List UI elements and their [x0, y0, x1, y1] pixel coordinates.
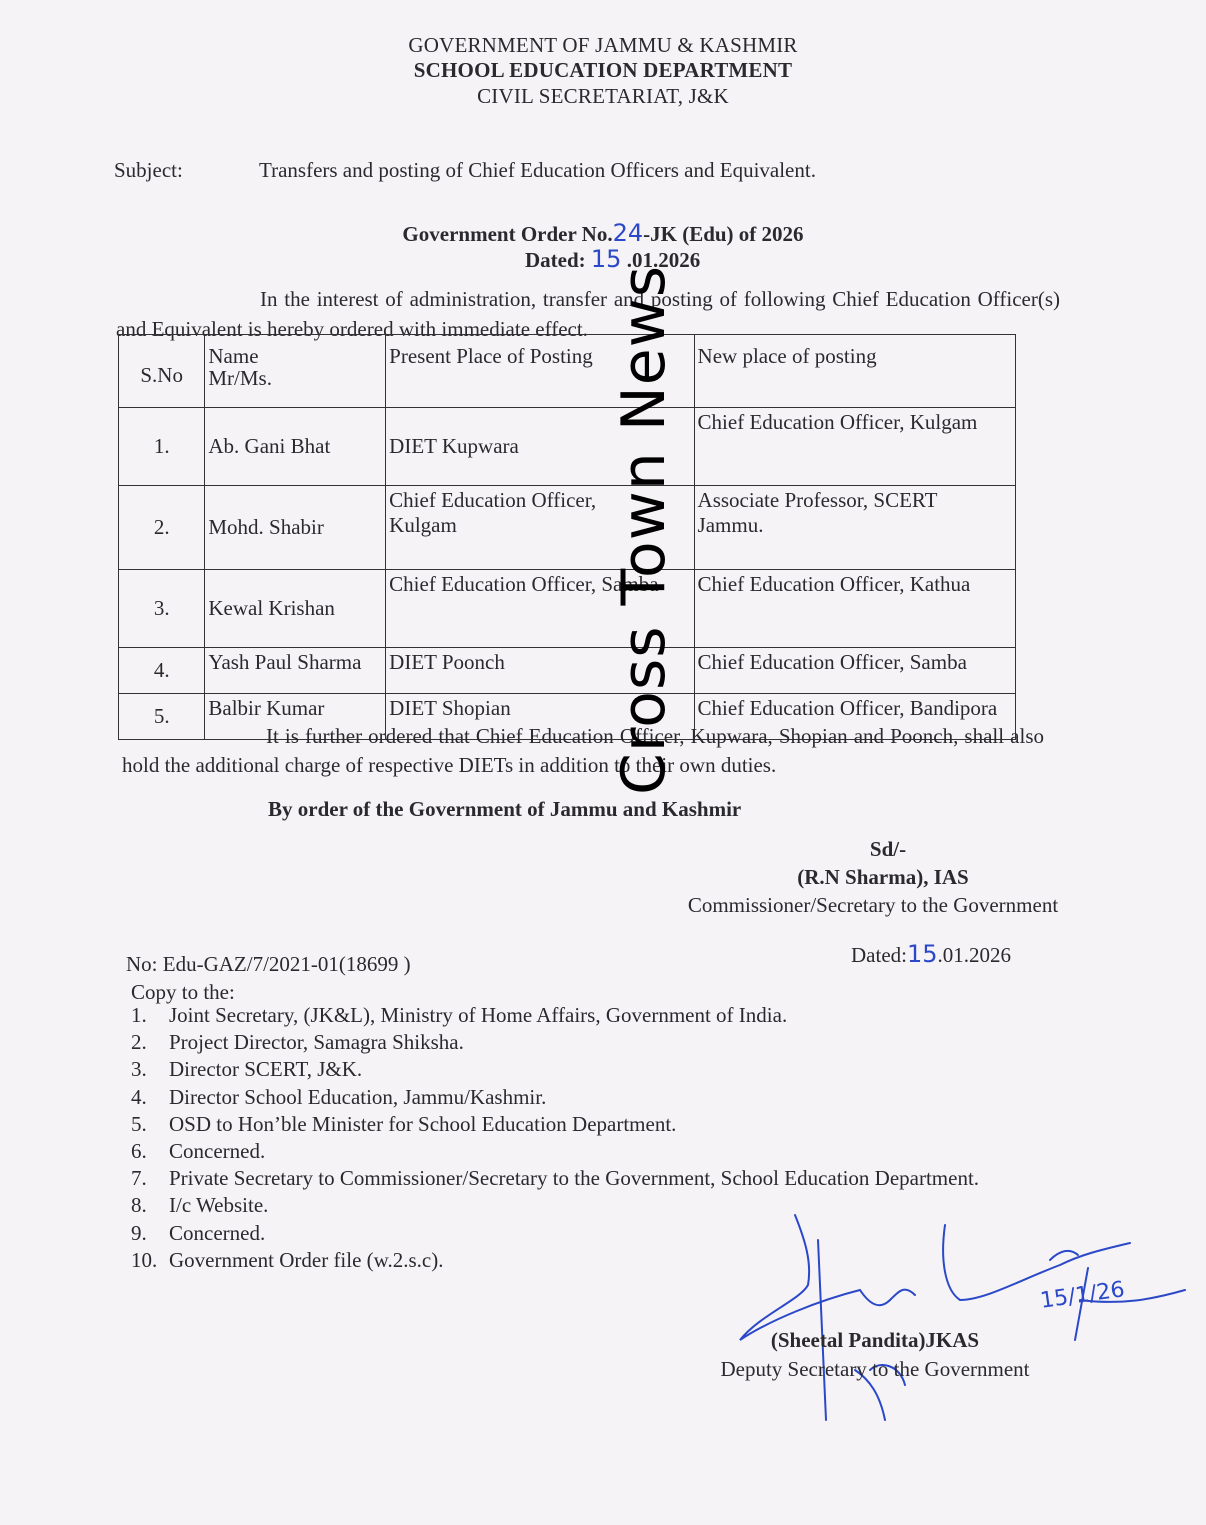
reference-dated-day: 15 [906, 940, 938, 968]
by-order-line: By order of the Government of Jammu and Kashmir [268, 797, 742, 821]
order-dated-day: 15 [590, 245, 622, 273]
subject-label: Subject: [114, 158, 183, 182]
list-item: 3. Director SCERT, J&K. [131, 1057, 363, 1082]
list-item: 10. Government Order file (w.2.s.c). [131, 1247, 444, 1272]
cell-present: DIET Poonch [386, 648, 694, 694]
cell-sno: 5. [119, 694, 205, 740]
list-item: 8. I/c Website. [131, 1193, 269, 1218]
header-secretariat: CIVIL SECRETARIAT, J&K [477, 84, 729, 108]
cell-new: Chief Education Officer, Bandipora [694, 694, 1015, 740]
signatory1-title: Commissioner/Secretary to the Government [687, 893, 1059, 917]
cell-new: Chief Education Officer, Kathua [694, 570, 1015, 648]
cell-sno: 3. [119, 570, 205, 648]
cell-name: Ab. Gani Bhat [205, 408, 386, 486]
cell-present: DIET Shopian [386, 694, 694, 740]
watermark-text: Cross Town News [609, 264, 679, 796]
list-item: 9. Concerned. [131, 1220, 266, 1245]
header-name-l1: Name [208, 344, 259, 368]
order-prefix: Government Order No. [402, 222, 613, 246]
cell-present: Chief Education Officer, Samba [386, 570, 694, 648]
signatory2-title: Deputy Secretary to the Government [720, 1357, 1030, 1381]
cell-name: Balbir Kumar [205, 694, 386, 740]
cell-present: Chief Education Officer, Kulgam [386, 486, 694, 570]
order-dated-label: Dated: [525, 248, 586, 272]
list-item: 6. Concerned. [131, 1138, 266, 1163]
header-sno: S.No [119, 335, 205, 408]
order-number: 24 [612, 219, 644, 247]
reference-dated-rest: .01.2026 [937, 943, 1012, 967]
subject-text: Transfers and posting of Chief Education Officers and Equivalent. [259, 158, 816, 182]
list-item: 4. Director School Education, Jammu/Kashmir. [131, 1084, 547, 1109]
intro-text: In the interest of administration, transfer and posting of following Chief Education Officer(s) and Equivalent is hereby ordered with immediate effect. [116, 287, 1060, 341]
handwritten-date: 15/1/26 [1038, 1277, 1127, 1314]
list-item: 5. OSD to Hon’ble Minister for School Education Department. [131, 1111, 677, 1136]
cell-sno: 4. [119, 648, 205, 694]
reference-dated-label: Dated: [851, 943, 907, 967]
header-name-l2: Mr/Ms. [208, 366, 272, 390]
header-department: SCHOOL EDUCATION DEPARTMENT [413, 58, 793, 82]
header-new-posting: New place of posting [694, 335, 1015, 408]
cell-new: Chief Education Officer, Samba [694, 648, 1015, 694]
cell-name: Mohd. Shabir [205, 486, 386, 570]
cell-name: Kewal Krishan [205, 570, 386, 648]
signatory1-name: (R.N Sharma), IAS [797, 865, 969, 889]
cell-sno: 1. [119, 408, 205, 486]
signatory2-name: (Sheetal Pandita)JKAS [770, 1328, 980, 1352]
cell-sno: 2. [119, 486, 205, 570]
copy-to-label: Copy to the: [131, 980, 235, 1004]
order-suffix: -JK (Edu) of 2026 [643, 222, 804, 246]
signatory-deputy-secretary [710, 1326, 1040, 1384]
header-present-posting: Present Place of Posting [386, 335, 694, 408]
list-item: 2. Project Director, Samagra Shiksha. [131, 1030, 464, 1055]
reference-number: No: Edu-GAZ/7/2021-01(18699 ) [126, 952, 411, 976]
header-government: GOVERNMENT OF JAMMU & KASHMIR [408, 33, 798, 57]
list-item: 1. Joint Secretary, (JK&L), Ministry of Home Affairs, Government of India. [131, 1003, 788, 1027]
cell-name: Yash Paul Sharma [205, 648, 386, 694]
cell-new: Associate Professor, SCERT Jammu. [694, 486, 1015, 570]
cell-new: Chief Education Officer, Kulgam [694, 408, 1015, 486]
further-text: It is further ordered that Chief Education Officer, Kupwara, Shopian and Poonch, shall also hold the additional charge of respective DIETs in addition to their own duties. [122, 724, 1044, 777]
sd-mark: Sd/- [869, 837, 907, 861]
list-item: 7. Private Secretary to Commissioner/Secretary to the Government, School Education Department. [131, 1166, 980, 1191]
order-dated-rest: .01.2026 [626, 248, 701, 272]
cell-present: DIET Kupwara [386, 408, 694, 486]
